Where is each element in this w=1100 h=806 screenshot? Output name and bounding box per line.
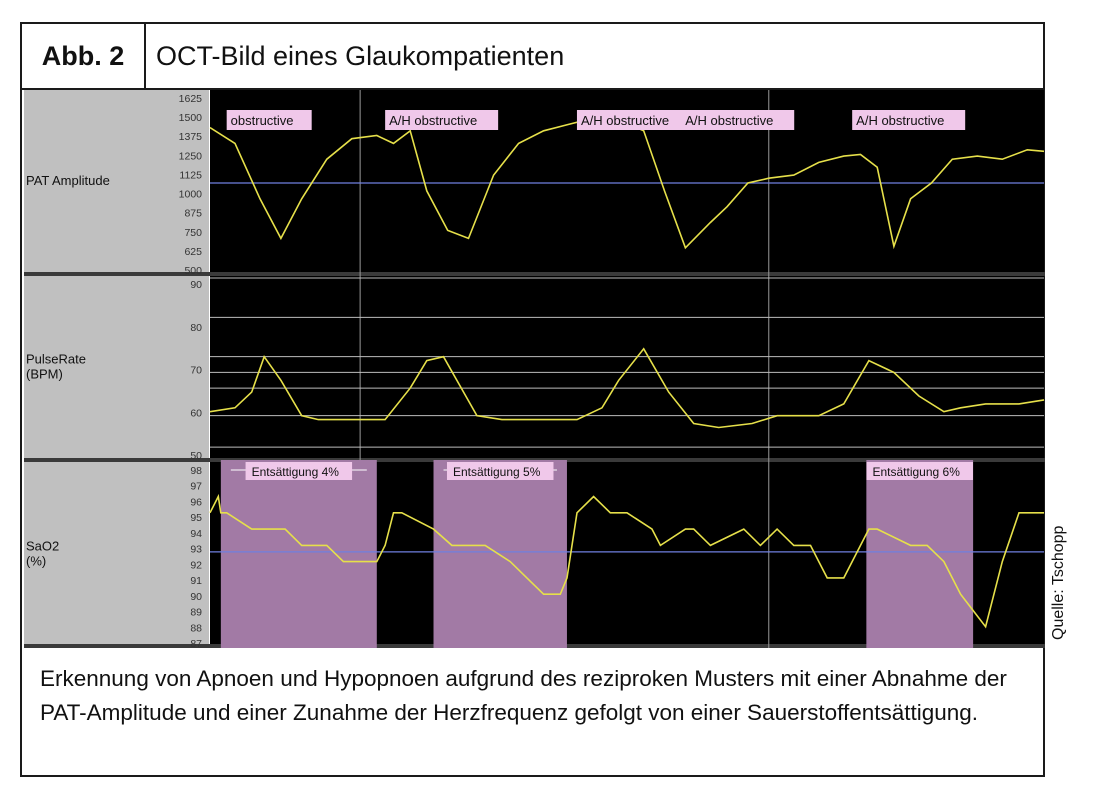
desaturation-region (434, 460, 567, 648)
y-tick-label: 95 (190, 512, 202, 525)
y-axis-label: PAT Amplitude (26, 173, 110, 188)
figure-caption: Erkennung von Apnoen und Hypopnoen aufgrund des reziproken Musters mit einer Abnahme der PAT-Amplitude und einer Zunahme der Herzfrequenz gefolgt von einer Sauerstoffentsättigung. (40, 666, 1007, 725)
y-tick-label: 1000 (178, 188, 202, 201)
chart-area (24, 90, 1045, 648)
y-tick-label: 88 (190, 622, 202, 635)
event-label: obstructive (230, 113, 294, 128)
y-tick-label: 875 (184, 207, 202, 220)
y-tick-label: 1375 (178, 131, 202, 144)
y-tick-label: 96 (190, 496, 202, 509)
panel-divider (24, 272, 1045, 276)
y-tick-label: 70 (190, 364, 202, 377)
y-axis-label: SaO2 (26, 538, 60, 554)
y-tick-label: 90 (190, 279, 202, 291)
y-tick-label: 750 (184, 226, 202, 239)
event-label: A/H obstructive (389, 113, 478, 128)
y-tick-label: 93 (190, 543, 202, 556)
desaturation-label: Entsättigung 4% (251, 465, 339, 479)
figure-number: Abb. 2 (22, 24, 146, 88)
y-tick-label: 90 (190, 590, 202, 603)
y-tick-label: 97 (190, 480, 202, 493)
y-tick-label: 1125 (179, 169, 202, 182)
y-tick-label: 94 (190, 527, 202, 540)
event-label: A/H obstructive (685, 113, 774, 128)
desaturation-region (221, 460, 377, 648)
plot-background (210, 274, 1044, 460)
desaturation-region (866, 460, 973, 648)
y-tick-label: 92 (190, 559, 202, 572)
y-tick-label: 89 (190, 606, 202, 619)
y-tick-label: 60 (190, 407, 202, 420)
event-label: A/H obstructive (580, 113, 670, 128)
y-tick-label: 1500 (178, 112, 202, 125)
y-tick-label: 91 (190, 575, 202, 588)
desaturation-label: Entsättigung 6% (872, 465, 960, 479)
figure-header (22, 24, 1043, 90)
y-tick-label: 80 (190, 321, 202, 334)
y-tick-label: 50 (190, 450, 202, 462)
y-tick-label: 1625 (178, 93, 202, 105)
y-tick-label: 1250 (178, 150, 202, 163)
y-axis-label: (%) (26, 553, 47, 569)
figure-frame (20, 22, 1045, 777)
y-axis-label: (BPM) (26, 366, 63, 382)
desaturation-label: Entsättigung 5% (452, 465, 541, 479)
polysomnography-chart (24, 90, 1045, 648)
y-axis-label: PulseRate (26, 351, 86, 367)
y-tick-label: 500 (184, 265, 202, 277)
y-tick-label: 87 (190, 638, 202, 648)
y-tick-label: 98 (190, 465, 202, 477)
figure-title: OCT-Bild eines Glaukompatienten (156, 40, 565, 71)
y-tick-label: 625 (184, 245, 202, 258)
event-label: A/H obstructive (856, 113, 945, 128)
source-credit: Quelle: Tschopp (1050, 525, 1067, 640)
